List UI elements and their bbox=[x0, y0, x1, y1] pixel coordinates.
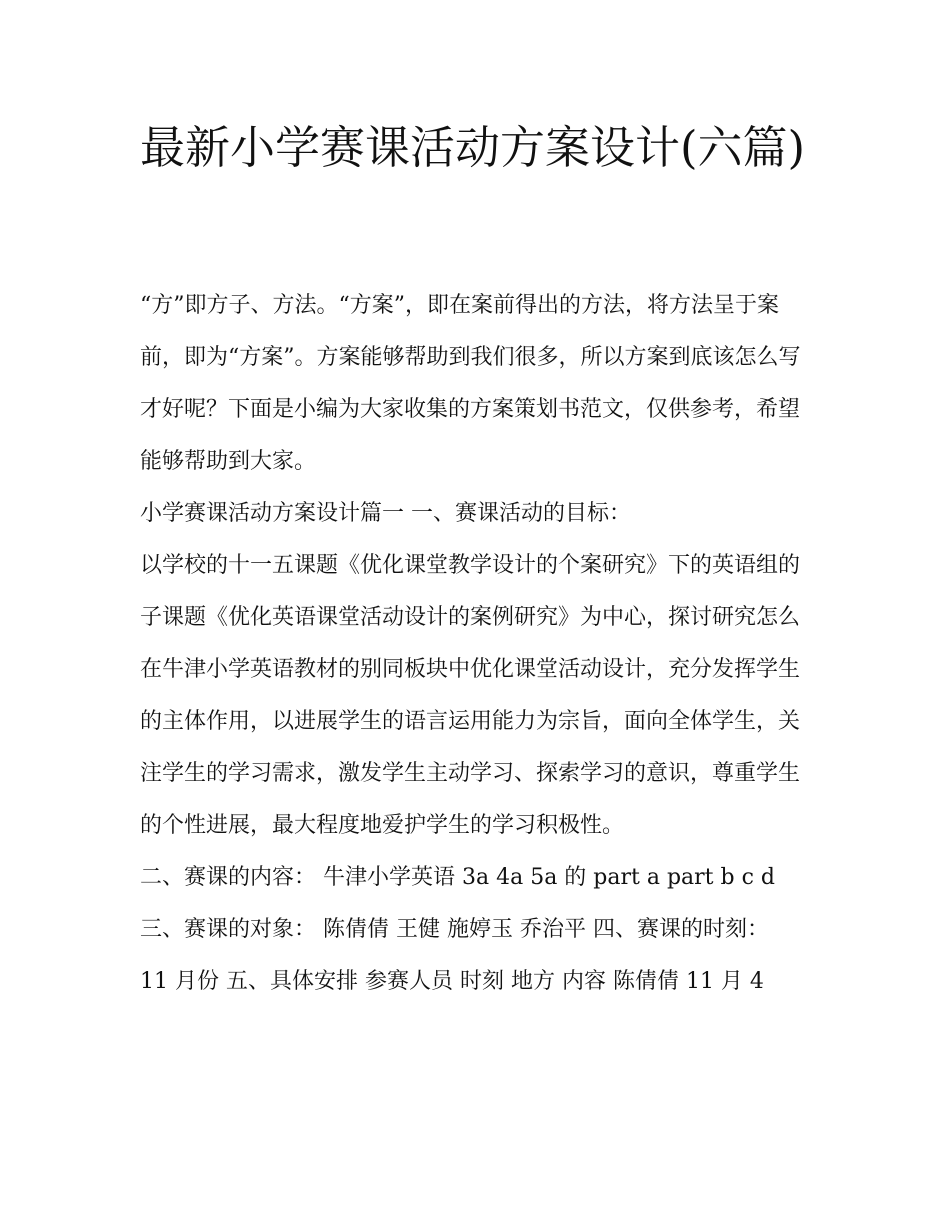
document-title: 最新小学赛课活动方案设计(六篇) bbox=[140, 121, 806, 174]
paragraph-intro: “方”即方子、方法。“方案”，即在案前得出的方法，将方法呈于案前，即为“方案”。方案能够帮助到我们很多，所以方案到底该怎么写才好呢？下面是小编为大家收集的方案策划书范文，仅供参考，希望能够帮助到大家。 bbox=[140, 293, 801, 474]
paragraph-objectives: 以学校的十一五课题《优化课堂教学设计的个案研究》下的英语组的子课题《优化英语课堂活动设计的案例研究》为中心，探讨研究怎么在牛津小学英语教材的别同板块中优化课堂活动设计，充分发挥学生的主体作用，以进展学生的语言运用能力为宗旨，面向全体学生，关注学生的学习需求，激发学生主动学习、探索学习的意识，尊重学生的个性进展，最大程度地爱护学生的学习积极性。 bbox=[140, 553, 801, 838]
paragraph-content: 二、赛课的内容： 牛津小学英语 3a 4a 5a 的 part a part b c d bbox=[140, 865, 775, 890]
paragraph-participants: 三、赛课的对象： 陈倩倩 王健 施婷玉 乔治平 四、赛课的时刻： bbox=[140, 917, 769, 942]
document-body bbox=[140, 280, 820, 1008]
paragraph-schedule: 11 月份 五、具体安排 参赛人员 时刻 地方 内容 陈倩倩 11 月 4 bbox=[140, 969, 764, 994]
paragraph-section-one-heading: 小学赛课活动方案设计篇一 一、赛课活动的目标： bbox=[140, 501, 631, 526]
